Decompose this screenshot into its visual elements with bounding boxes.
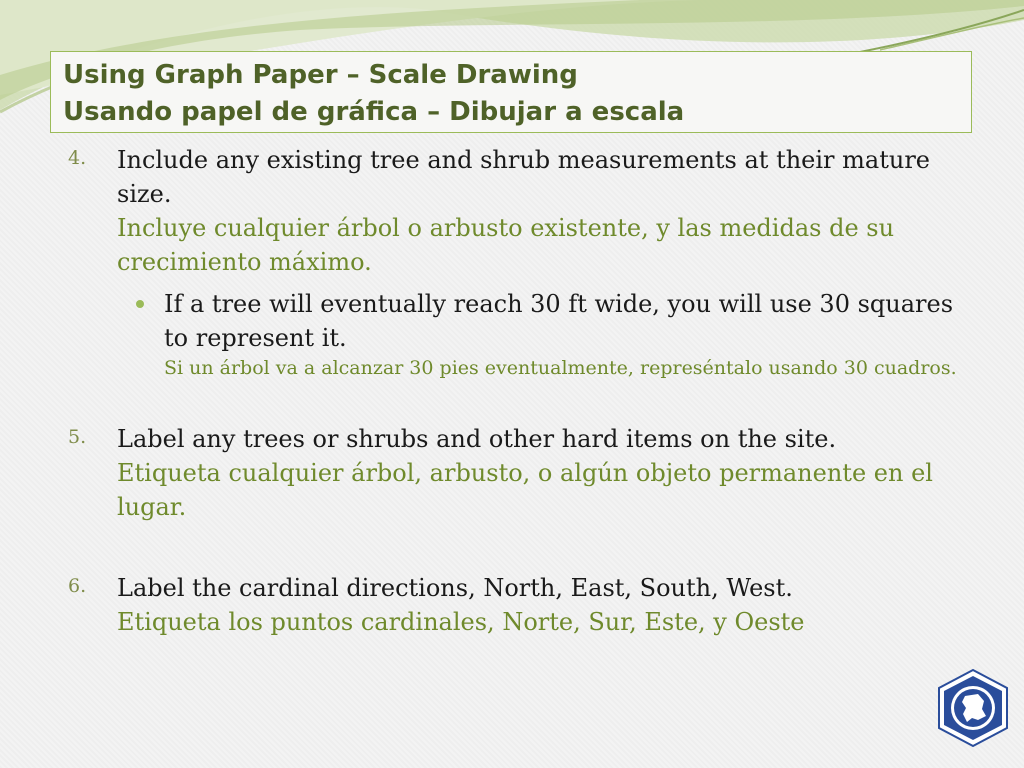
item-text-english: Label the cardinal directions, North, East, South, West. [117,574,793,602]
item-text-english: Label any trees or shrubs and other hard items on the site. [117,425,837,453]
item-text [117,571,957,639]
item-number: 4. [68,147,87,169]
sub-text-english: If a tree will eventually reach 30 ft wide, you will use 30 squares to represent it. [164,290,954,352]
item-text [117,143,957,279]
sub-bullet-text [164,287,984,381]
item-number: 5. [68,426,87,448]
title-spanish: Usando papel de gráfica – Dibujar a escala [63,97,685,127]
sub-text-spanish: Si un árbol va a alcanzar 30 pies eventualmente, represéntalo usando 30 cuadros. [164,357,957,379]
item-text-spanish: Etiqueta cualquier árbol, arbusto, o algún objeto permanente en el lugar. [117,459,933,521]
title-english: Using Graph Paper – Scale Drawing [63,60,578,90]
slide-title [50,51,972,133]
item-number: 6. [68,575,87,597]
bullet-dot-icon [136,300,144,308]
hexagon-state-seal-logo-icon [936,668,1010,748]
item-text-english: Include any existing tree and shrub measurements at their mature size. [117,146,930,208]
item-text-spanish: Etiqueta los puntos cardinales, Norte, Sur, Este, y Oeste [117,608,805,636]
item-text [117,422,957,524]
item-text-spanish: Incluye cualquier árbol o arbusto existente, y las medidas de su crecimiento máximo. [117,214,895,276]
